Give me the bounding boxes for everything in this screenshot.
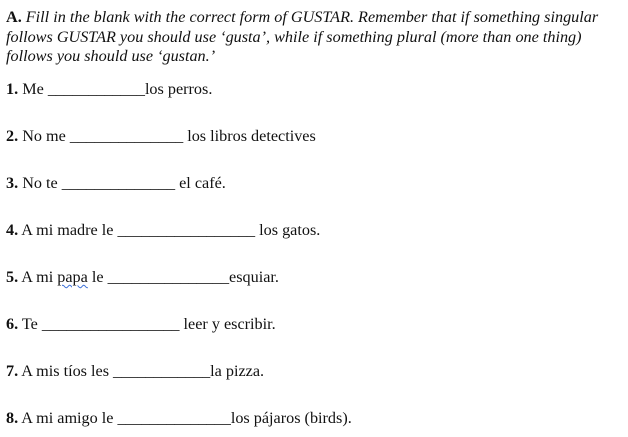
item-number: 1. — [6, 80, 19, 98]
answer-blank[interactable]: _________________ — [41, 315, 180, 333]
answer-blank[interactable]: _________________ — [117, 221, 256, 239]
answer-blank[interactable]: ______________ — [117, 409, 231, 427]
exercise-item-8 — [6, 408, 352, 428]
answer-blank[interactable]: ____________ — [113, 362, 211, 380]
item-number: 2. — [6, 127, 19, 145]
item-prompt: A mi madre le — [18, 221, 118, 239]
item-prompt: No te — [18, 174, 62, 192]
item-number: 3. — [6, 174, 19, 192]
instructions-text: Fill in the blank with the correct form of GUSTAR. Remember that if something singular follows GUSTAR you should use ‘gusta’, while if something plural (more than one thing) follows you should use ‘gustan.’ — [6, 8, 599, 65]
item-completion: leer y escribir. — [179, 315, 276, 333]
exercise-item-1 — [6, 79, 212, 99]
section-marker: A. — [6, 8, 22, 26]
item-completion: esquiar. — [229, 268, 279, 286]
exercise-item-3 — [6, 173, 226, 193]
item-prompt: A mi amigo le — [18, 409, 118, 427]
spellcheck-flagged-word: papa — [57, 268, 88, 286]
instructions-paragraph — [6, 8, 626, 67]
item-completion: los pájaros (birds). — [230, 409, 352, 427]
item-completion: los gatos. — [255, 221, 321, 239]
item-prompt: A mis tíos les — [18, 362, 114, 380]
answer-blank[interactable]: ____________ — [47, 80, 145, 98]
exercise-item-2 — [6, 126, 316, 146]
item-number: 4. — [6, 221, 19, 239]
exercise-item-7 — [6, 361, 264, 381]
answer-blank[interactable]: ______________ — [69, 127, 184, 145]
exercise-item-6 — [6, 314, 276, 334]
answer-blank[interactable]: ______________ — [61, 174, 176, 192]
item-prompt: No me — [18, 127, 70, 145]
item-number: 6. — [6, 315, 19, 333]
exercise-item-5 — [6, 267, 279, 287]
item-prompt-end: le — [87, 268, 108, 286]
item-completion: la pizza. — [210, 362, 265, 380]
item-completion: el café. — [175, 174, 226, 192]
item-number: 7. — [6, 362, 19, 380]
item-number: 8. — [6, 409, 19, 427]
item-prompt-start: A mi — [18, 268, 58, 286]
item-completion: los libros detectives — [183, 127, 316, 145]
item-number: 5. — [6, 268, 19, 286]
answer-blank[interactable]: _______________ — [107, 268, 230, 286]
exercise-item-4 — [6, 220, 320, 240]
item-prompt: Te — [18, 315, 42, 333]
item-completion: los perros. — [144, 80, 213, 98]
item-prompt: Me — [18, 80, 48, 98]
